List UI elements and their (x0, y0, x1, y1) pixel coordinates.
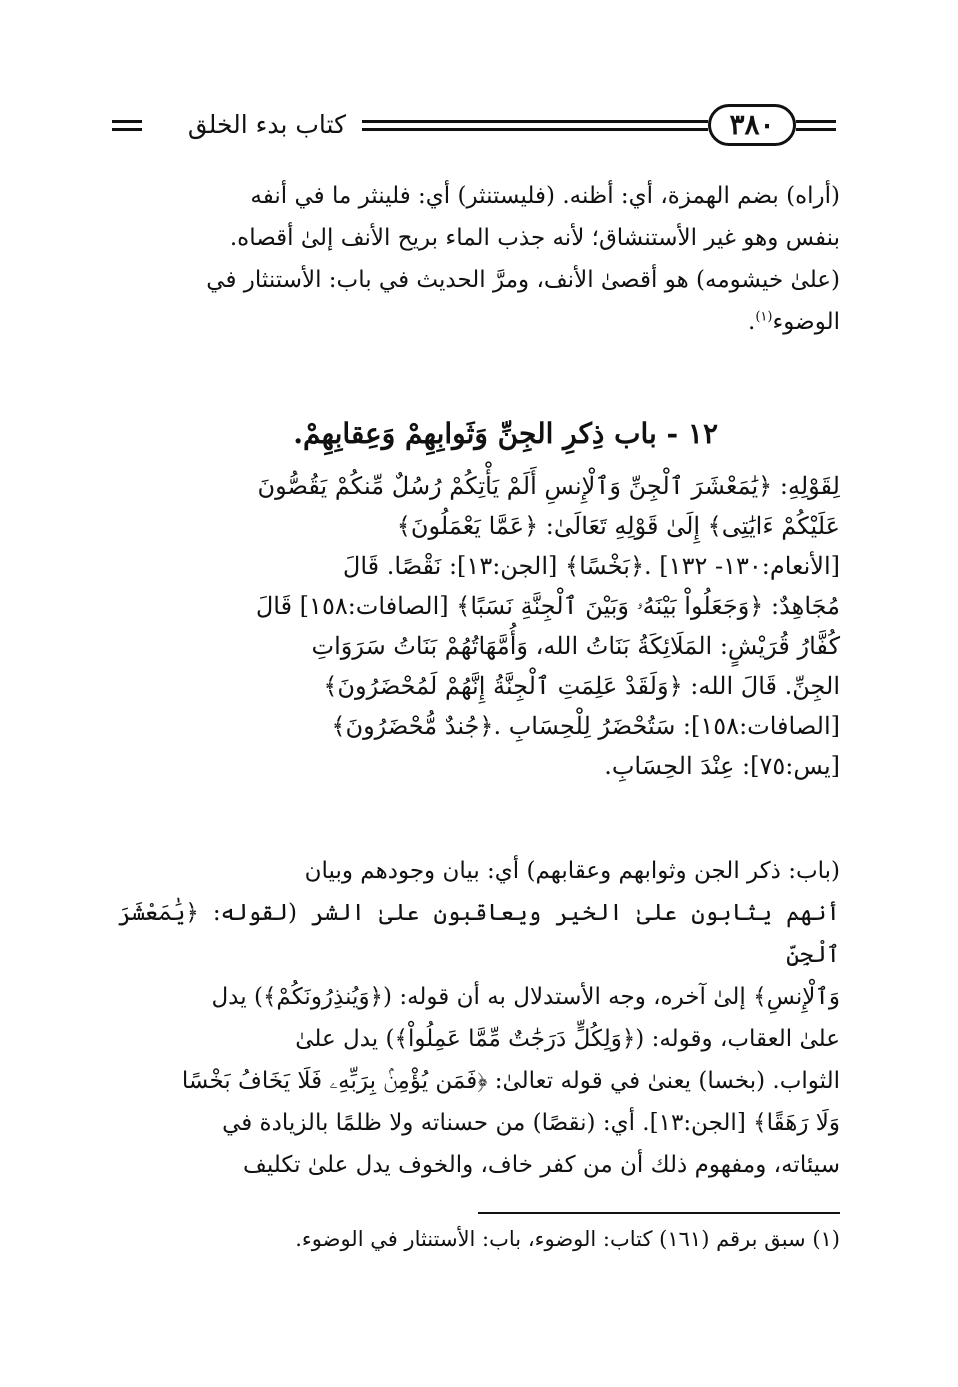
header-rule-right-a (796, 120, 836, 123)
text-line: لِقَوْلِهِ: ﴿يَٰمَعْشَرَ ٱلْجِنِّ وَٱلْإِنسِ أَلَمْ يَأْتِكُمْ رُسُلٌ مِّنكُمْ يَقُصُّونَ (257, 472, 840, 500)
text-line: وَلَا رَهَقًا﴾ [الجن:١٣]. أي: (نقصًا) من حسناته ولا ظلمًا بالزيادة في (222, 1110, 840, 1136)
header-rule-left-a (112, 120, 142, 123)
footnote-marker: (١) (755, 309, 773, 325)
text-line: مُجَاهِدٌ: ﴿وَجَعَلُواْ بَيْنَهُۥ وَبَيْنَ ٱلْجِنَّةِ نَسَبًا﴾ [الصافات:١٥٨] قَالَ (255, 592, 840, 620)
running-header (112, 98, 836, 156)
text-line: أنهم يثابون علىٰ الخير ويعاقبون علىٰ الشر (لقوله: ﴿يَٰمَعْشَرَ ٱلْجِنِّ (118, 900, 840, 968)
text-line: [يس:٧٥]: عِنْدَ الحِسَابِ. (604, 752, 840, 780)
header-rule-mid-a (362, 120, 708, 123)
text-line: الجِنِّ. قَالَ الله: ﴿وَلَقَدْ عَلِمَتِ ٱلْجِنَّةُ إِنَّهُمْ لَمُحْضَرُونَ﴾ (323, 672, 840, 700)
text-line: عَلَيْكُمْ ءَايَٰتِى﴾ إِلَىٰ قَوْلِهِ تَعَالَىٰ: ﴿عَمَّا يَعْمَلُونَ﴾ (396, 512, 840, 540)
text-line: (أراه) بضم الهمزة، أي: أظنه. (فليستنثر) أي: فلينثر ما في أنفه (250, 183, 840, 209)
text-line: الثواب. (بخسا) يعنىٰ في قوله تعالىٰ: ﴿فَمَن يُؤْمِنۢ بِرَبِّهِۦ فَلَا يَخَافُ بَخْسًا (181, 1068, 840, 1094)
text-line: (علىٰ خيشومه) هو أقصىٰ الأنف، ومرَّ الحديث في باب: الأستنثار في (206, 267, 840, 293)
chapter-text (160, 466, 840, 786)
text-line: [الأنعام:١٣٠- ١٣٢] .﴿بَخْسًا﴾ [الجن:١٣]: نَقْصًا. قَالَ (342, 552, 840, 580)
explanation-paragraph (118, 850, 840, 1186)
text-line: كُفَّارُ قُرَيْشٍ: المَلَائِكَةُ بَنَاتُ الله، وَأُمَّهَاتُهُمْ بَنَاتُ سَرَوَاتِ (311, 632, 840, 660)
text-line: (باب: ذكر الجن وثوابهم وعقابهم) أي: بيان وجودهم وبيان (304, 858, 840, 884)
text-line: سيئاته، ومفهوم ذلك أن من كفر خاف، والخوف يدل علىٰ تكليف (243, 1152, 840, 1178)
text-line (118, 301, 840, 343)
footnote-separator (478, 1212, 840, 1214)
header-rule-mid-b (362, 128, 708, 131)
intro-paragraph (118, 175, 840, 343)
header-rule-left-b (112, 128, 142, 131)
page-number: ٣٨٠ (708, 104, 796, 146)
chapter-title: ١٢ - باب ذِكرِ الجِنِّ وَثَوابِهِمْ وَعِقابِهِمْ. (293, 417, 718, 450)
text-line: [الصافات:١٥٨]: سَتُحْضَرُ لِلْحِسَابِ .﴿جُندٌ مُّحْضَرُونَ﴾ (331, 712, 840, 740)
footnote: (١) سبق برقم (١٦١) كتاب: الوضوء، باب: الأستنثار في الوضوء. (295, 1227, 840, 1251)
text-line: بنفس وهو غير الأستنشاق؛ لأنه جذب الماء بريح الأنف إلىٰ أقصاه. (229, 225, 840, 251)
text-line: علىٰ العقاب، وقوله: (﴿وَلِكُلٍّ دَرَجَٰتٌ مِّمَّا عَمِلُواْ﴾) يدل علىٰ (295, 1026, 840, 1052)
header-rule-right-b (796, 128, 836, 131)
text-line: وَٱلْإِنسِ﴾ إلىٰ آخره، وجه الأستدلال به أن قوله: (﴿وَيُنذِرُونَكُمْ﴾) يدل (211, 984, 840, 1010)
book-title: كتاب بدء الخلق (187, 110, 346, 139)
text-fragment: . (748, 309, 756, 335)
text-fragment: الوضوء (772, 309, 840, 335)
